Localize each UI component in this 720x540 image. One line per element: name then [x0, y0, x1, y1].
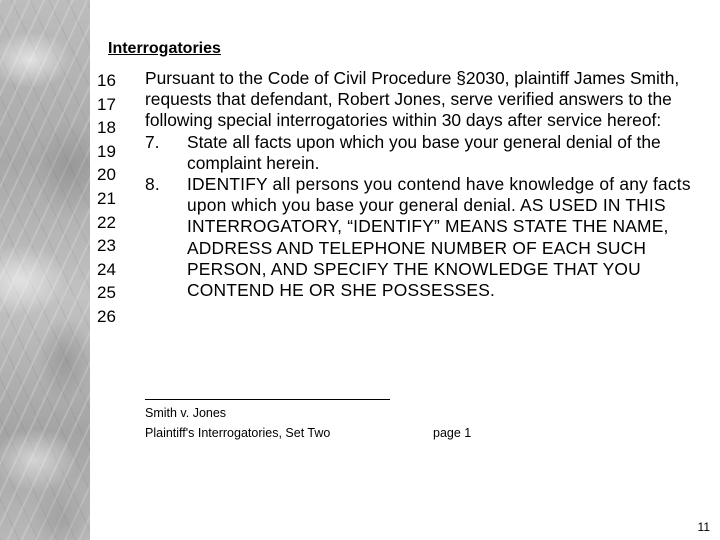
item-number: 8. — [145, 174, 160, 195]
line-number: 25 — [97, 283, 116, 303]
line-number: 19 — [97, 141, 116, 161]
footer-rule — [145, 399, 390, 400]
interrogatory-item — [145, 174, 710, 301]
item-number: 7. — [145, 131, 160, 152]
line-number: 24 — [97, 259, 116, 279]
page-heading: Interrogatories — [108, 40, 221, 57]
interrogatory-body — [145, 68, 710, 301]
document-title: Plaintiff's Interrogatories, Set Two — [145, 426, 331, 440]
item-text: IDENTIFY all persons you contend have knowledge of any facts upon which you base your general denial. AS USED IN THIS INTERROGATORY, “IDENTIFY” MEANS STATE THE NAME, ADDRESS AND TELEPHONE NUMBER OF EACH SUCH PERSON, AND SPECIFY THE KNOWLEDGE THAT YOU CONTEND HE OR SHE POSSESSES. — [187, 174, 691, 301]
line-number: 21 — [97, 188, 116, 208]
line-number: 17 — [97, 94, 116, 114]
line-number: 23 — [97, 236, 116, 256]
interrogatory-item — [145, 132, 710, 174]
line-number: 26 — [97, 306, 116, 326]
intro-paragraph: Pursuant to the Code of Civil Procedure §2030, plaintiff James Smith, requests that defendant, Robert Jones, serve verified answers to the following special interrogatories within 30 days after service hereof: — [145, 68, 680, 131]
line-number: 16 — [97, 71, 116, 90]
item-text: State all facts upon which you base your general denial of the complaint herein. — [187, 131, 661, 173]
marble-sidebar-decoration — [0, 0, 90, 540]
footer-caption — [145, 403, 330, 443]
page-label: page 1 — [433, 426, 472, 440]
line-number-column — [97, 69, 127, 329]
line-number: 20 — [97, 165, 116, 185]
line-number: 22 — [97, 212, 116, 232]
line-number: 18 — [97, 118, 116, 138]
case-name: Smith v. Jones — [145, 406, 227, 420]
slide-number: 11 — [697, 520, 710, 534]
